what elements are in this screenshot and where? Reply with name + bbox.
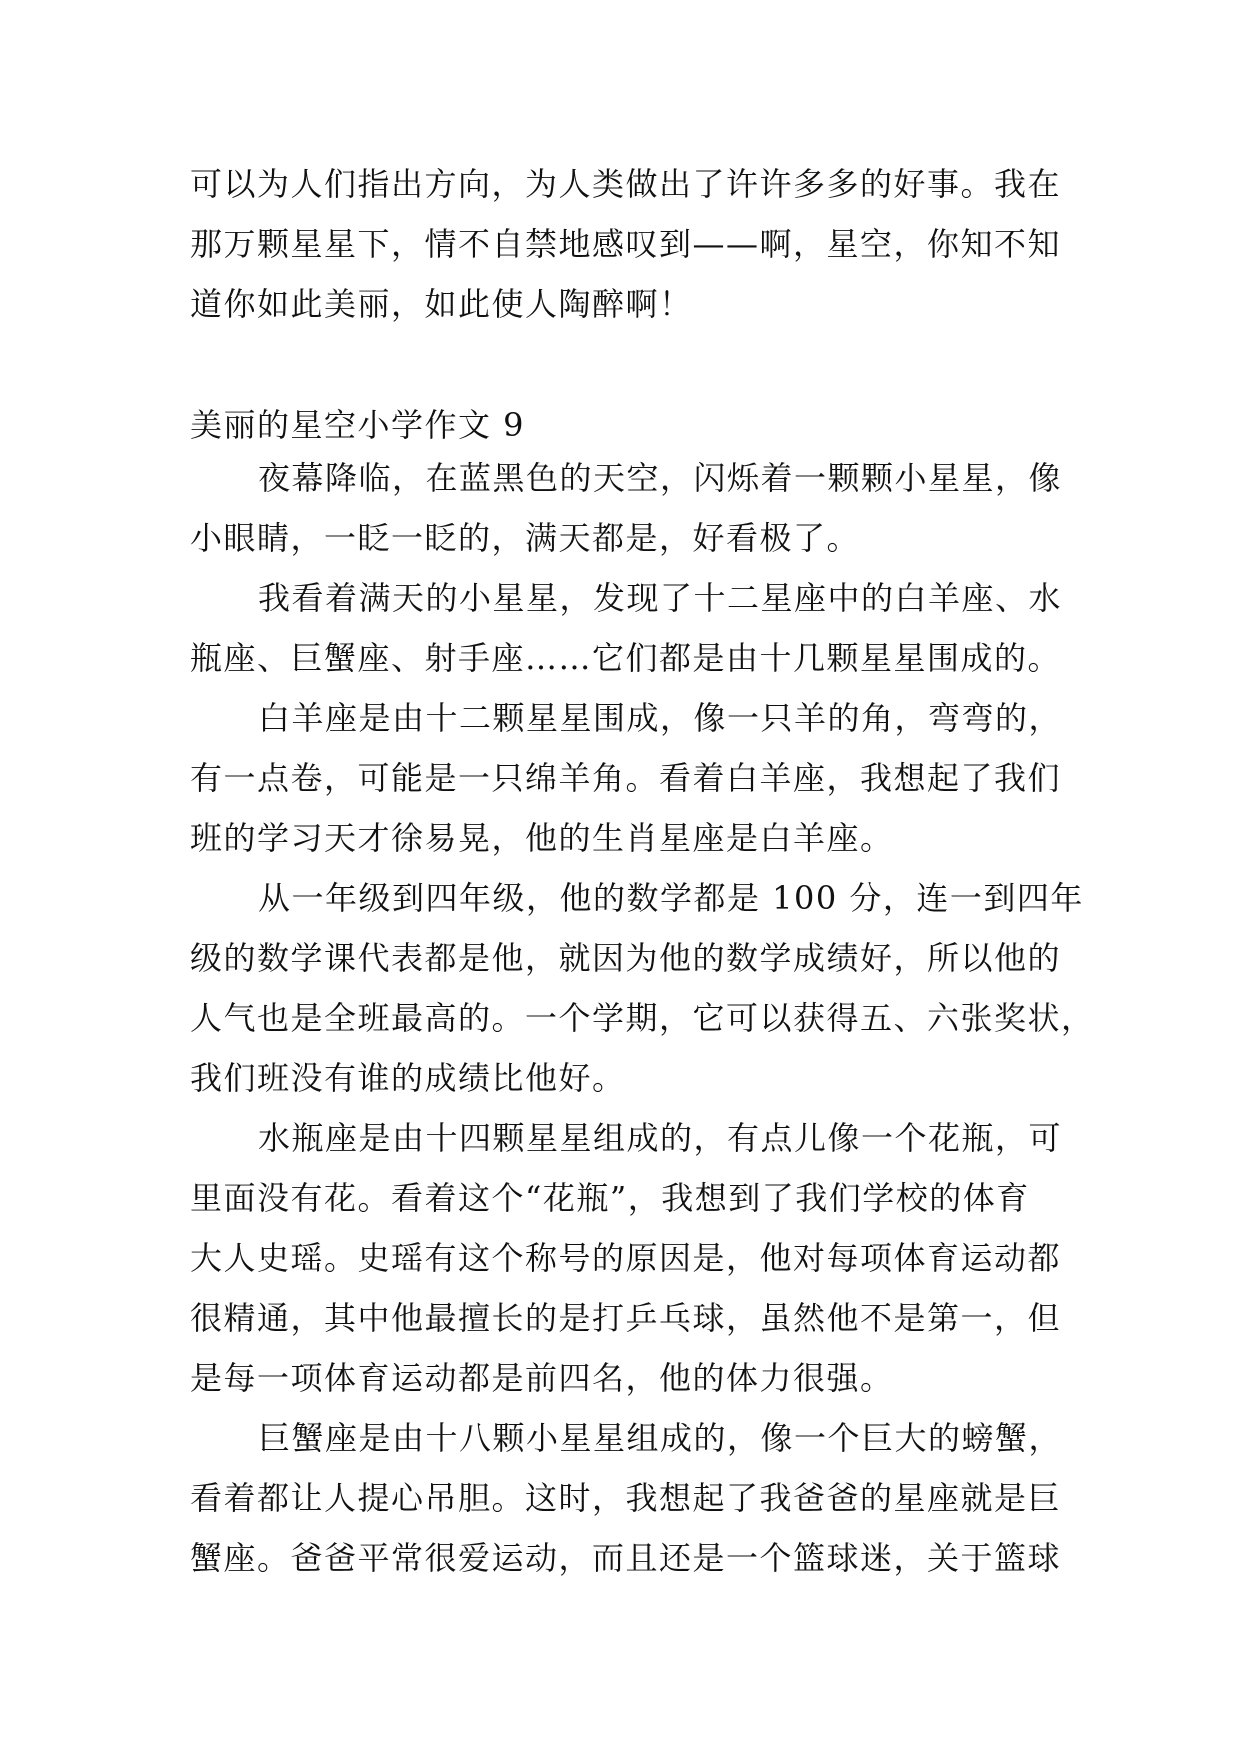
text-line: 看着都让人提心吊胆。这时，我想起了我爸爸的星座就是巨 xyxy=(190,1479,1062,1517)
text-line: 班的学习天才徐易晃，他的生肖星座是白羊座。 xyxy=(190,819,894,857)
text-line: 里面没有花。看着这个“花瓶”，我想到了我们学校的体育 xyxy=(190,1179,1030,1217)
text-line: 那万颗星星下，情不自禁地感叹到——啊，星空，你知不知 xyxy=(190,225,1062,263)
text-line: 蟹座。爸爸平常很爱运动，而且还是一个篮球迷，关于篮球 xyxy=(190,1539,1062,1577)
essay-title: 美丽的星空小学作文 9 xyxy=(190,406,526,444)
text-line: 人气也是全班最高的。一个学期，它可以获得五、六张奖状， xyxy=(190,999,1095,1037)
text-line: 级的数学课代表都是他，就因为他的数学成绩好，所以他的 xyxy=(190,939,1062,977)
paragraph-first-line: 夜幕降临，在蓝黑色的天空，闪烁着一颗颗小星星，像 xyxy=(258,459,1063,497)
text-line: 是每一项体育运动都是前四名，他的体力很强。 xyxy=(190,1359,894,1397)
text-line: 大人史瑶。史瑶有这个称号的原因是，他对每项体育运动都 xyxy=(190,1239,1062,1277)
text-line: 道你如此美丽，如此使人陶醉啊！ xyxy=(190,285,693,323)
text-line: 小眼睛，一眨一眨的，满天都是，好看极了。 xyxy=(190,519,861,557)
text-line: 有一点卷，可能是一只绵羊角。看着白羊座，我想起了我们 xyxy=(190,759,1062,797)
essay-body xyxy=(190,448,1095,1588)
text-line: 瓶座、巨蟹座、射手座……它们都是由十几颗星星围成的。 xyxy=(190,639,1062,677)
paragraph-first-line: 水瓶座是由十四颗星星组成的，有点儿像一个花瓶，可 xyxy=(258,1119,1063,1157)
paragraph-first-line: 巨蟹座是由十八颗小星星组成的，像一个巨大的螃蟹， xyxy=(258,1419,1063,1457)
paragraph-first-line: 从一年级到四年级，他的数学都是 100 分，连一到四年 xyxy=(258,879,1084,917)
paragraph-first-line: 白羊座是由十二颗星星围成，像一只羊的角，弯弯的， xyxy=(258,699,1063,737)
intro-paragraph xyxy=(190,154,1060,334)
text-line: 可以为人们指出方向，为人类做出了许许多多的好事。我在 xyxy=(190,165,1062,203)
paragraph-first-line: 我看着满天的小星星，发现了十二星座中的白羊座、水 xyxy=(258,579,1063,617)
text-line: 很精通，其中他最擅长的是打乒乓球，虽然他不是第一，但 xyxy=(190,1299,1062,1337)
text-line: 我们班没有谁的成绩比他好。 xyxy=(190,1059,626,1097)
